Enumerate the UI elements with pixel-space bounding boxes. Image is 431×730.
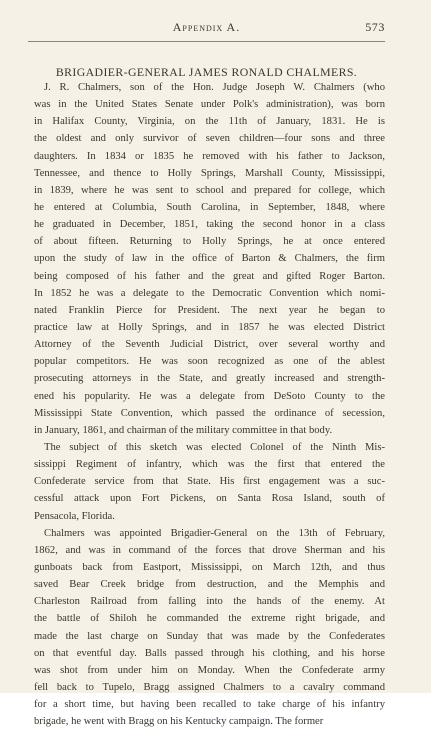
header-rule <box>28 41 385 42</box>
running-head-title: Appendix A. <box>172 20 241 34</box>
text-line: on that eventful day. Balls passed through his clothing, and his horse <box>34 647 385 659</box>
text-line: saved Bear Creek bridge from destruction, and the Memphis and <box>34 579 385 591</box>
section-heading: BRIGADIER-GENERAL JAMES RONALD CHALMERS. <box>55 65 358 79</box>
text-line: in January, 1861, and chairman of the military committee in that body. <box>34 424 333 436</box>
page-number: 573 <box>365 20 385 34</box>
text-line: was in the United States Senate under Polk's administration), was born <box>34 99 385 111</box>
text-line: Attorney of the Seventh Judicial District, over several worthy and <box>34 339 385 351</box>
paragraph <box>34 439 385 525</box>
text-line: the oldest and only survivor of seven children—four sons and three <box>34 133 385 145</box>
text-line: In 1852 he was a delegate to the Democratic Convention which nomi- <box>34 287 385 299</box>
text-line: Chalmers was appointed Brigadier-General on the 13th of February, <box>44 527 385 539</box>
text-line: was shot from under him on Monday. When the Confederate army <box>34 664 385 676</box>
text-line: the battle of Shiloh he commanded the extreme right brigade, and <box>34 613 385 625</box>
text-line: J. R. Chalmers, son of the Hon. Judge Joseph W. Chalmers (who <box>44 82 385 93</box>
text-line: in Halifax County, Virginia, on the 11th of January, 1831. He is <box>34 116 385 128</box>
text-line: he graduated in December, 1851, taking the second honor in a class <box>34 219 385 231</box>
text-line: being composed of his father and the great and gifted Roger Barton. <box>34 270 385 282</box>
body-text <box>34 79 385 730</box>
text-line: sissippi Regiment of infantry, which was the first that entered the <box>34 459 385 471</box>
text-line: gunboats back from Eastport, Mississippi, on March 12th, and thus <box>34 561 385 573</box>
running-header <box>28 20 385 36</box>
text-line: upon the study of law in the office of Barton & Chalmers, the firm <box>34 253 385 265</box>
text-line: Pensacola, Florida. <box>34 510 115 522</box>
text-line: daughters. In 1834 or 1835 he removed with his father to Jackson, <box>34 150 385 162</box>
text-line: made the last charge on Sunday that was made by the Confederates <box>34 630 385 642</box>
text-line: Mississippi State Convention, which passed the ordinance of secession, <box>34 407 385 419</box>
text-line: brigade, he went with Bragg on his Kentucky campaign. The former <box>34 716 324 728</box>
text-line: in 1839, where he was sent to school and prepared for college, which <box>34 184 385 196</box>
text-line: ened his popularity. He was a delegate from DeSoto County to the <box>34 390 385 402</box>
text-line: Confederate service from that State. His first engagement was a suc- <box>34 476 385 488</box>
text-line: nated Franklin Pierce for President. The next year he began to <box>34 304 385 316</box>
text-line: of about fifteen. Returning to Holly Springs, he at once entered <box>34 236 385 248</box>
text-line: The subject of this sketch was elected Colonel of the Ninth Mis- <box>44 441 385 453</box>
text-line: for a short time, but having been recalled to take charge of his infantry <box>34 699 385 711</box>
text-line: Charleston Railroad from falling into the hands of the enemy. At <box>34 596 385 608</box>
text-line: fell back to Tupelo, Bragg assigned Chalmers to a cavalry command <box>34 681 385 693</box>
text-line: cessful attack upon Fort Pickens, on Santa Rosa Island, south of <box>34 493 385 505</box>
paragraph <box>34 79 385 439</box>
text-line: practice law at Holly Springs, and in 1857 he was elected District <box>34 321 385 333</box>
text-line: he entered at Columbia, South Carolina, in September, 1848, where <box>34 201 385 213</box>
text-line: Tennessee, and thence to Holly Springs, Marshall County, Mississippi, <box>34 167 385 179</box>
text-line: prosecuting attorneys in the State, and greatly increased and strength- <box>34 373 385 385</box>
text-line: popular competitors. He was soon recognized as one of the ablest <box>34 356 385 368</box>
text-line: 1862, and was in command of the forces that drove Sherman and his <box>34 544 385 556</box>
paragraph <box>34 525 385 730</box>
